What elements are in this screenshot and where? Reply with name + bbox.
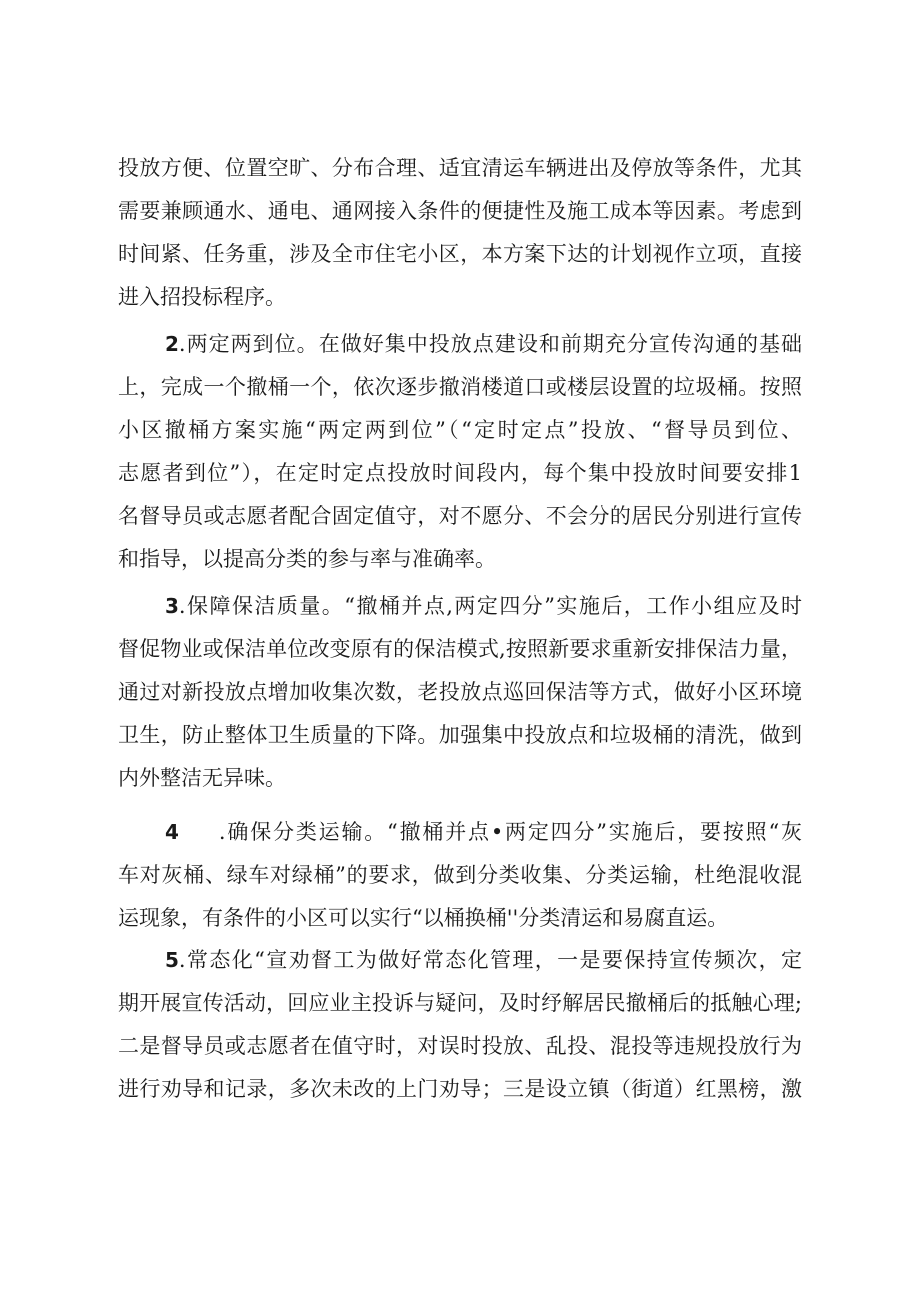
item-number: 4 (165, 820, 179, 844)
text-line: 车对灰桶、绿车对绿桶”的要求，做到分类收集、分类运输，杜绝混收混 (118, 863, 802, 887)
text-line: 期开展宣传活动，回应业主投诉与疑问，及时纾解居民撤桶后的抵触心理; (118, 991, 802, 1015)
paragraph-1 (118, 147, 802, 319)
text-line: 通过对新投放点增加收集次数，老投放点巡回保洁等方式，做好小区环境 (118, 680, 802, 704)
text-line: 进入招投标程序。 (118, 285, 286, 309)
text-line (118, 811, 802, 854)
text-line: 志愿者到位”），在定时定点投放时间段内，每个集中投放时间要安排1 (118, 461, 802, 485)
text-line (118, 939, 802, 982)
text-line: 上，完成一个撤桶一个，依次逐步撤消楼道口或楼层设置的垃圾桶。按照 (118, 375, 802, 399)
item-number: 2 (165, 332, 179, 356)
text-line (118, 585, 802, 628)
item-heading-text: .确保分类运输。“撤桶并点•两定四分”实施后，要按照“灰 (218, 820, 802, 844)
item-number: 5 (165, 948, 179, 972)
paragraph-4 (118, 811, 802, 940)
text-line (118, 323, 802, 366)
text-line: 和指导，以提高分类的参与率与准确率。 (118, 547, 496, 571)
item-number: 3 (165, 594, 179, 618)
text-line: 督促物业或保洁单位改变原有的保洁模式,按照新要求重新安排保洁力量， (118, 637, 802, 661)
paragraph-3 (118, 585, 802, 800)
item-heading-text: .两定两到位。在做好集中投放点建设和前期充分宣传沟通的基础 (178, 332, 802, 356)
text-line: 进行劝导和记录，多次未改的上门劝导；三是设立镇（街道）红黑榜，激 (118, 1077, 802, 1101)
text-line: 运现象，有条件的小区可以实行“以桶换桶''分类清运和易腐直运。 (118, 906, 729, 930)
text-line: 二是督导员或志愿者在值守时，对误时投放、乱投、混投等违规投放行为 (118, 1034, 802, 1058)
text-line: 投放方便、位置空旷、分布合理、适宜清运车辆进出及停放等条件，尤其 (118, 156, 802, 180)
paragraph-5 (118, 939, 802, 1111)
text-line: 内外整洁无异味。 (118, 766, 286, 790)
text-line: 时间紧、任务重，涉及全市住宅小区，本方案下达的计划视作立项，直接 (118, 242, 802, 266)
text-line: 名督导员或志愿者配合固定值守，对不愿分、不会分的居民分别进行宣传 (118, 504, 802, 528)
item-heading-text: .保障保洁质量。“撤桶并点,两定四分”实施后，工作小组应及时 (178, 594, 802, 618)
text-line: 需要兼顾通水、通电、通网接入条件的便捷性及施工成本等因素。考虑到 (118, 199, 802, 223)
text-line: 小区撤桶方案实施“两定两到位”（“定时定点”投放、“督导员到位、 (118, 418, 802, 442)
text-line: 卫生，防止整体卫生质量的下降。加强集中投放点和垃圾桶的清洗，做到 (118, 723, 802, 747)
item-heading-text: .常态化“宣劝督工为做好常态化管理，一是要保持宣传频次，定 (178, 948, 802, 972)
paragraph-2 (118, 323, 802, 581)
